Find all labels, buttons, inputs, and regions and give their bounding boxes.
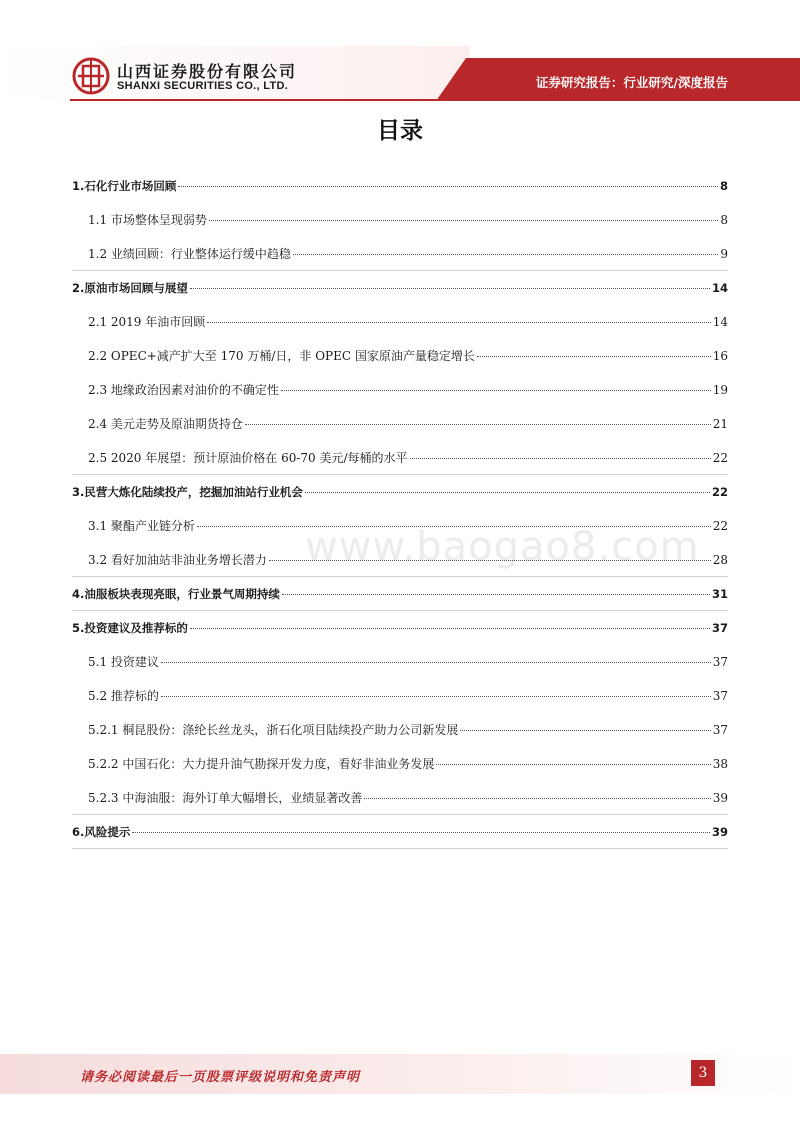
toc-leader-dots	[197, 526, 711, 527]
toc-entry-label: 4.油服板块表现亮眼，行业景气周期持续	[72, 587, 280, 601]
page-number: 3	[691, 1060, 715, 1086]
toc-leader-dots	[305, 492, 710, 493]
toc-entry-page: 9	[720, 247, 728, 261]
toc-entry-label: 5.1 投资建议	[88, 655, 159, 669]
toc-entry-page: 14	[711, 281, 728, 295]
toc-entry[interactable]	[88, 652, 728, 672]
toc-entry-page: 21	[712, 417, 728, 431]
toc-entry-label: 2.2 OPEC+减产扩大至 170 万桶/日，非 OPEC 国家原油产量稳定增长	[88, 349, 475, 363]
section-divider	[72, 848, 728, 849]
toc-entry[interactable]	[72, 618, 728, 638]
toc-leader-dots	[245, 424, 711, 425]
toc-entry-page: 39	[711, 825, 728, 839]
shanxi-securities-logo-icon	[70, 56, 112, 96]
toc-leader-dots	[190, 628, 710, 629]
toc-entry-label: 2.4 美元走势及原油期货持仓	[88, 417, 243, 431]
toc-entry[interactable]	[72, 584, 728, 604]
toc-entry-label: 5.2.1 桐昆股份：涤纶长丝龙头，浙石化项目陆续投产助力公司新发展	[88, 723, 459, 737]
toc-entry[interactable]	[88, 686, 728, 706]
toc-entry[interactable]	[88, 516, 728, 536]
toc-leader-dots	[190, 288, 710, 289]
toc-leader-dots	[269, 560, 711, 561]
watermark: www.baogao8.com	[305, 524, 700, 570]
toc-entry-page: 31	[711, 587, 728, 601]
toc-entry[interactable]	[72, 278, 728, 298]
toc-entry[interactable]	[88, 346, 728, 366]
toc-entry-page: 14	[712, 315, 728, 329]
company-name-en: SHANXI SECURITIES CO., LTD.	[117, 80, 289, 92]
section-divider	[72, 610, 728, 611]
toc-leader-dots	[364, 798, 710, 799]
toc-entry-label: 2.3 地缘政治因素对油价的不确定性	[88, 383, 279, 397]
toc-entry-page: 28	[712, 553, 728, 567]
toc-entry-label: 5.投资建议及推荐标的	[72, 621, 188, 635]
toc-entry-page: 8	[720, 213, 728, 227]
toc-entry[interactable]	[88, 312, 728, 332]
company-name-cn: 山西证券股份有限公司	[117, 62, 298, 81]
toc-entry[interactable]	[88, 550, 728, 570]
toc-leader-dots	[410, 458, 711, 459]
section-divider	[72, 474, 728, 475]
toc-leader-dots	[178, 186, 718, 187]
toc-entry-page: 8	[719, 179, 728, 193]
toc-leader-dots	[207, 322, 710, 323]
toc-entry[interactable]	[88, 448, 728, 468]
toc-leader-dots	[281, 390, 711, 391]
toc-entry-label: 2.5 2020 年展望：预计原油价格在 60-70 美元/每桶的水平	[88, 451, 408, 465]
toc-entry[interactable]	[88, 788, 728, 808]
toc-leader-dots	[161, 662, 711, 663]
toc-entry-page: 37	[712, 723, 728, 737]
section-divider	[72, 270, 728, 271]
section-divider	[72, 814, 728, 815]
toc-entry-page: 19	[712, 383, 728, 397]
toc-entry[interactable]	[88, 754, 728, 774]
toc-entry[interactable]	[72, 822, 728, 842]
toc-leader-dots	[132, 832, 710, 833]
toc-entry-label: 2.原油市场回顾与展望	[72, 281, 188, 295]
toc-entry[interactable]	[88, 720, 728, 740]
toc-entry-label: 1.石化行业市场回顾	[72, 179, 177, 193]
toc-entry[interactable]	[72, 482, 728, 502]
toc-leader-dots	[161, 696, 711, 697]
toc-entry[interactable]	[88, 210, 728, 230]
toc-entry-page: 38	[712, 757, 728, 771]
toc-entry-label: 3.2 看好加油站非油业务增长潜力	[88, 553, 267, 567]
toc-entry-label: 3.1 聚酯产业链分析	[88, 519, 195, 533]
toc-leader-dots	[209, 220, 718, 221]
toc-entry-page: 37	[712, 689, 728, 703]
toc-entry[interactable]	[72, 176, 728, 196]
toc-entry[interactable]	[88, 414, 728, 434]
toc-entry-page: 22	[712, 451, 728, 465]
toc-entry-label: 1.1 市场整体呈现弱势	[88, 213, 207, 227]
disclaimer-text: 请务必阅读最后一页股票评级说明和免责声明	[80, 1070, 361, 1085]
toc-entry-label: 5.2 推荐标的	[88, 689, 159, 703]
toc-entry-page: 16	[712, 349, 728, 363]
toc-entry[interactable]	[88, 380, 728, 400]
toc-leader-dots	[282, 594, 710, 595]
toc-entry-label: 5.2.2 中国石化：大力提升油气勘探开发力度，看好非油业务发展	[88, 757, 435, 771]
toc-entry-page: 22	[712, 519, 728, 533]
page-title: 目录	[377, 118, 423, 144]
toc-entry-label: 6.风险提示	[72, 825, 131, 839]
toc-leader-dots	[477, 356, 711, 357]
toc-entry-page: 22	[711, 485, 728, 499]
toc-entry-page: 39	[712, 791, 728, 805]
toc-entry-page: 37	[711, 621, 728, 635]
section-divider	[72, 576, 728, 577]
toc-leader-dots	[436, 764, 710, 765]
page-header	[0, 0, 800, 104]
toc-leader-dots	[460, 730, 710, 731]
toc-entry-label: 2.1 2019 年油市回顾	[88, 315, 206, 329]
toc-leader-dots	[293, 254, 718, 255]
toc-entry-label: 1.2 业绩回顾：行业整体运行缓中趋稳	[88, 247, 291, 261]
toc-entry-label: 5.2.3 中海油服：海外订单大幅增长，业绩显著改善	[88, 791, 363, 805]
report-type-label: 证券研究报告：行业研究/深度报告	[535, 75, 728, 90]
toc-entry-label: 3.民营大炼化陆续投产，挖掘加油站行业机会	[72, 485, 303, 499]
toc-entry[interactable]	[88, 244, 728, 264]
toc-entry-page: 37	[712, 655, 728, 669]
